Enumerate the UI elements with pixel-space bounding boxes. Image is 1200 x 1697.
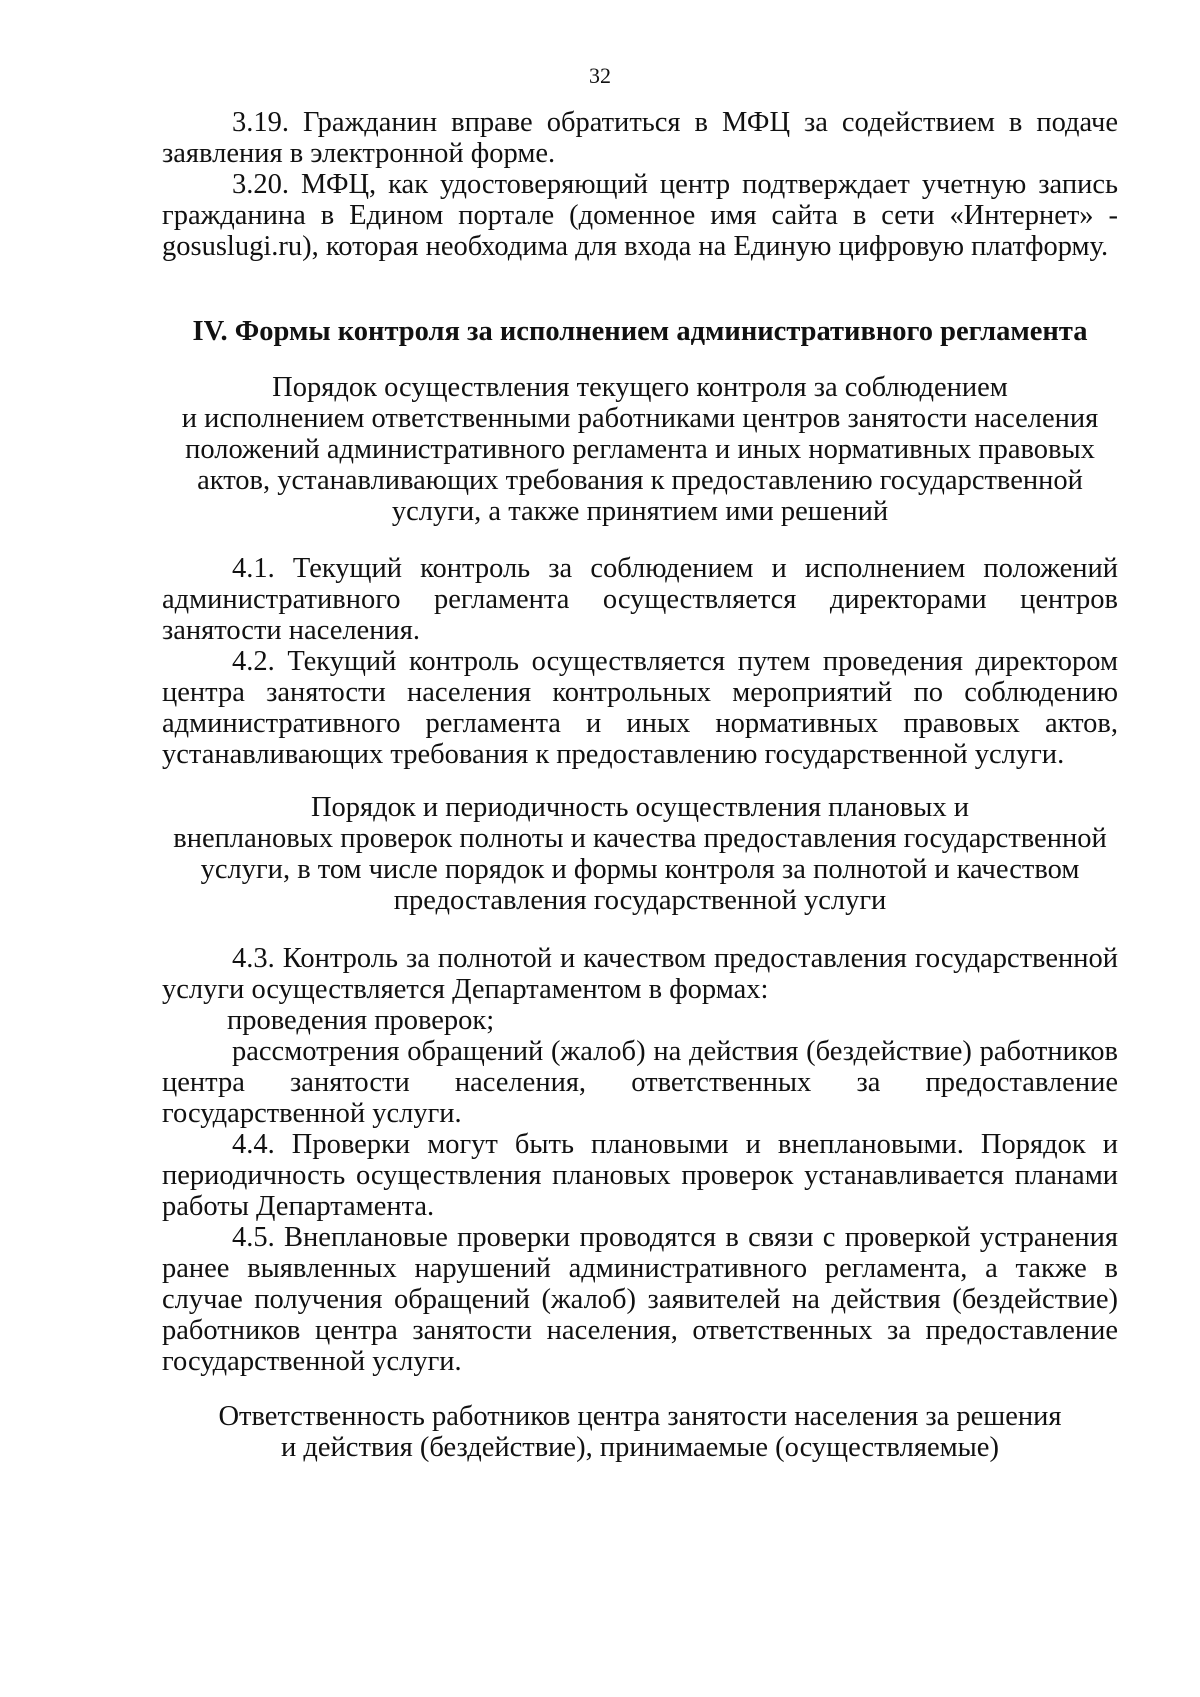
subheading-2-line: внеплановых проверок полноты и качества предоставления государственной bbox=[173, 823, 1107, 854]
paragraph-4-2: 4.2. Текущий контроль осуществляется путем проведения директором центра занятости населения контрольных мероприятий по соблюдению административного регламента и иных нормативных правовых актов, устанавливающих требования к предоставлению государственной услуги. bbox=[162, 646, 1118, 770]
paragraph-3-20: 3.20. МФЦ, как удостоверяющий центр подтверждает учетную запись гражданина в Едином портале (доменное имя сайта в сети «Интернет» - gosuslugi.ru), которая необходима для входа на Единую цифровую платформу. bbox=[162, 169, 1118, 262]
subheading-3-line: и действия (бездействие), принимаемые (осуществляемые) bbox=[281, 1432, 999, 1463]
subheading-3 bbox=[162, 1401, 1118, 1463]
paragraphs-4-1-4-2 bbox=[162, 553, 1118, 770]
paragraph-4-1: 4.1. Текущий контроль за соблюдением и исполнением положений административного регламента осуществляется директорами центров занятости населения. bbox=[162, 553, 1118, 646]
subheading-2-line: предоставления государственной услуги bbox=[393, 885, 887, 916]
paragraph-4-4: 4.4. Проверки могут быть плановыми и внеплановыми. Порядок и периодичность осуществления плановых проверок устанавливается планами работы Департамента. bbox=[162, 1129, 1118, 1222]
subheading-2-line: услуги, в том числе порядок и формы контроля за полнотой и качеством bbox=[200, 854, 1080, 885]
subheading-1-line: Порядок осуществления текущего контроля за соблюдением bbox=[272, 372, 1008, 403]
paragraph-4-3-item-2: рассмотрения обращений (жалоб) на действия (бездействие) работников центра занятости населения, ответственных за предоставление государственной услуги. bbox=[162, 1036, 1118, 1129]
paragraph-3-19-block bbox=[162, 107, 1118, 262]
page-number: 32 bbox=[589, 63, 611, 88]
subheading-2 bbox=[162, 792, 1118, 916]
subheading-1-line: и исполнением ответственными работниками центров занятости населения bbox=[181, 403, 1099, 434]
paragraph-3-19: 3.19. Гражданин вправе обратиться в МФЦ за содействием в подаче заявления в электронной форме. bbox=[162, 107, 1118, 169]
subheading-1-line: актов, устанавливающих требования к предоставлению государственной bbox=[197, 465, 1083, 496]
section-heading-block bbox=[162, 316, 1118, 347]
section-heading: IV. Формы контроля за исполнением административного регламента bbox=[192, 316, 1088, 347]
subheading-1-line: положений административного регламента и иных нормативных правовых bbox=[185, 434, 1095, 465]
subheading-1-line: услуги, а также принятием ими решений bbox=[391, 496, 889, 527]
paragraph-4-3: 4.3. Контроль за полнотой и качеством предоставления государственной услуги осуществляется Департаментом в формах: bbox=[162, 943, 1118, 1005]
paragraphs-4-3-4-5 bbox=[162, 943, 1118, 1377]
subheading-2-line: Порядок и периодичность осуществления плановых и bbox=[310, 792, 970, 823]
subheading-1 bbox=[162, 372, 1118, 527]
subheading-3-line: Ответственность работников центра занятости населения за решения bbox=[218, 1401, 1062, 1432]
paragraph-4-5: 4.5. Внеплановые проверки проводятся в связи с проверкой устранения ранее выявленных нарушений административного регламента, а также в случае получения обращений (жалоб) заявителей на действия (бездействие) работников центра занятости населения, ответственных за предоставление государственной услуги. bbox=[162, 1222, 1118, 1377]
paragraph-4-3-item-1: проведения проверок; bbox=[227, 1005, 495, 1036]
